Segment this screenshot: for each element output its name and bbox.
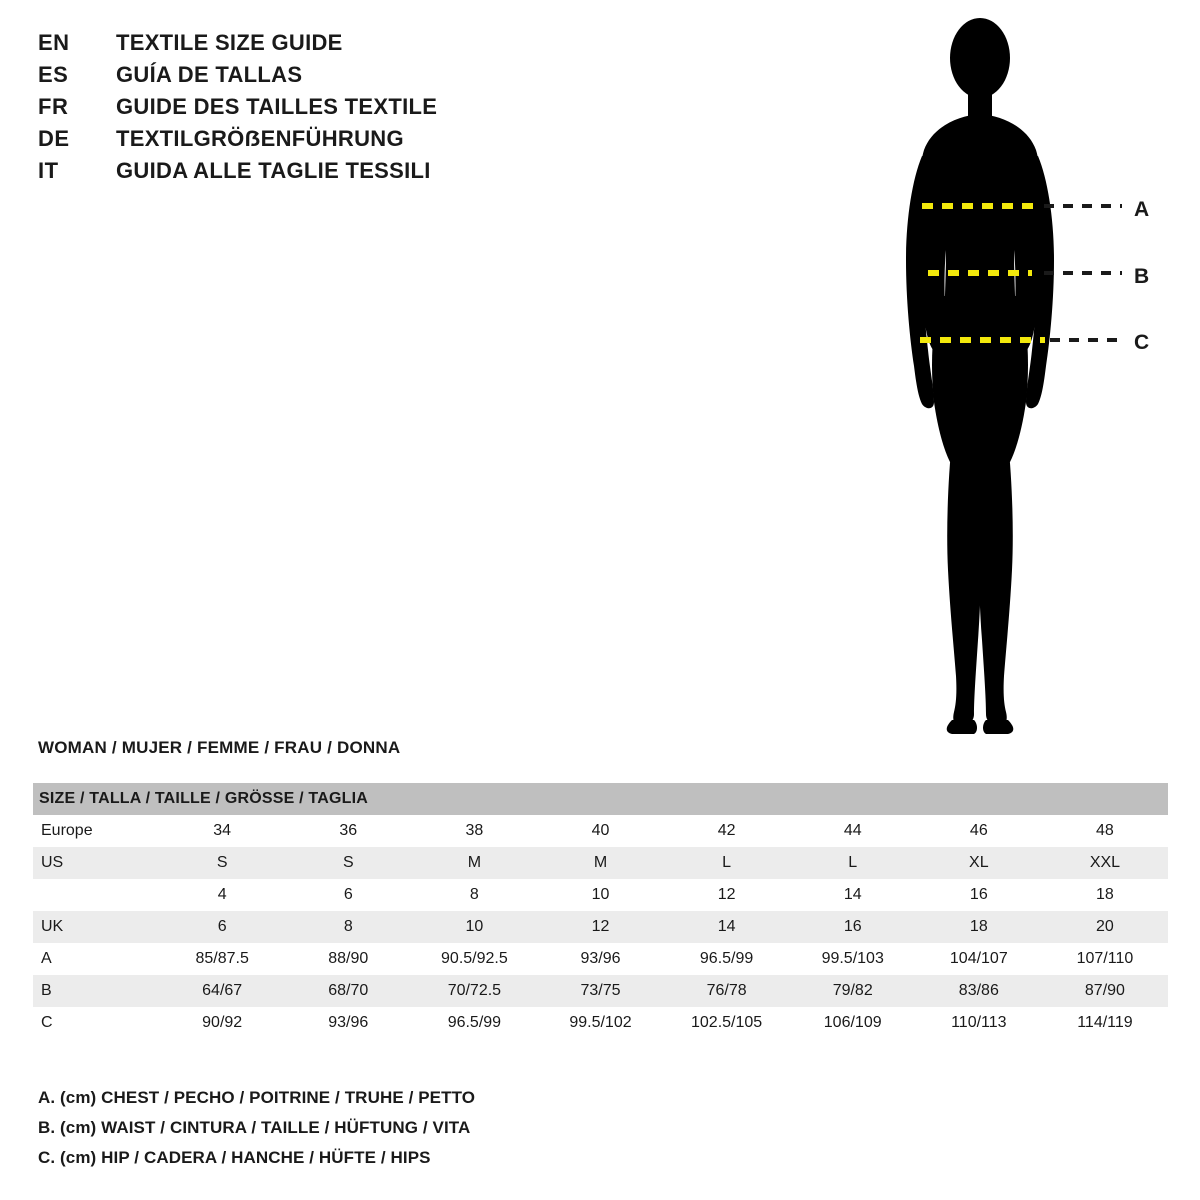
table-row [33,847,1168,879]
language-code-fr: FR [38,94,69,119]
cell-us-6: XL [916,847,1042,879]
cell-b-7: 87/90 [1042,975,1168,1007]
language-row-fr [38,94,658,126]
cell-europe-0: 34 [159,815,285,847]
measurement-figure [860,10,1190,750]
cell-c-5: 106/109 [790,1007,916,1039]
table-row [33,911,1168,943]
cell-us-4: L [664,847,790,879]
cell-a-5: 99.5/103 [790,943,916,975]
cell-europe-5: 44 [790,815,916,847]
note-chest: A. (cm) CHEST / PECHO / POITRINE / TRUHE / PETTO [38,1088,476,1107]
table-row [33,879,1168,911]
cell-europe-4: 42 [664,815,790,847]
row-label-uk: UK [33,911,159,943]
cell-usnum-0: 4 [159,879,285,911]
language-title-it: GUIDA ALLE TAGLIE TESSILI [116,158,431,183]
cell-usnum-4: 12 [664,879,790,911]
cell-europe-1: 36 [285,815,411,847]
language-code-it: IT [38,158,59,183]
cell-a-3: 93/96 [537,943,663,975]
cell-uk-6: 18 [916,911,1042,943]
language-title-fr: GUIDE DES TAILLES TEXTILE [116,94,438,119]
language-row-en [38,30,658,62]
cell-b-1: 68/70 [285,975,411,1007]
row-label-b: B [33,975,159,1007]
cell-a-6: 104/107 [916,943,1042,975]
cell-b-5: 79/82 [790,975,916,1007]
section-label-woman: WOMAN / MUJER / FEMME / FRAU / DONNA [38,738,401,757]
cell-us-5: L [790,847,916,879]
language-title-en: TEXTILE SIZE GUIDE [116,30,343,55]
row-label-a: A [33,943,159,975]
cell-uk-2: 10 [411,911,537,943]
row-label-europe: Europe [33,815,159,847]
cell-us-1: S [285,847,411,879]
cell-usnum-2: 8 [411,879,537,911]
cell-c-3: 99.5/102 [537,1007,663,1039]
cell-b-2: 70/72.5 [411,975,537,1007]
table-row [33,815,1168,847]
table-header-row [33,783,1168,815]
cell-europe-7: 48 [1042,815,1168,847]
measure-label-b: B [1134,265,1150,288]
cell-c-1: 93/96 [285,1007,411,1039]
measurement-notes [38,1088,475,1178]
cell-b-4: 76/78 [664,975,790,1007]
table-row [33,1007,1168,1039]
language-title-block [38,30,658,190]
cell-b-3: 73/75 [537,975,663,1007]
language-row-it [38,158,658,190]
row-label-us: US [33,847,159,879]
table-row [33,975,1168,1007]
cell-us-3: M [537,847,663,879]
language-row-de [38,126,658,158]
cell-a-7: 107/110 [1042,943,1168,975]
cell-c-4: 102.5/105 [664,1007,790,1039]
language-code-en: EN [38,30,70,55]
cell-uk-7: 20 [1042,911,1168,943]
cell-c-7: 114/119 [1042,1007,1168,1039]
cell-usnum-1: 6 [285,879,411,911]
cell-uk-4: 14 [664,911,790,943]
cell-usnum-3: 10 [537,879,663,911]
note-hip: C. (cm) HIP / CADERA / HANCHE / HÜFTE / HIPS [38,1148,431,1167]
note-waist: B. (cm) WAIST / CINTURA / TAILLE / HÜFTUNG / VITA [38,1118,471,1137]
language-title-de: TEXTILGRÖẞENFÜHRUNG [116,126,404,151]
cell-c-2: 96.5/99 [411,1007,537,1039]
cell-uk-5: 16 [790,911,916,943]
cell-europe-3: 40 [537,815,663,847]
row-label-us-numeric [33,879,159,911]
table-row [33,943,1168,975]
female-silhouette-icon [860,10,1190,750]
cell-a-4: 96.5/99 [664,943,790,975]
cell-europe-2: 38 [411,815,537,847]
cell-us-2: M [411,847,537,879]
language-title-es: GUÍA DE TALLAS [116,62,303,87]
cell-usnum-6: 16 [916,879,1042,911]
table-header-cell: SIZE / TALLA / TAILLE / GRÖSSE / TAGLIA [33,783,1168,815]
language-code-es: ES [38,62,69,87]
language-code-de: DE [38,126,70,151]
cell-europe-6: 46 [916,815,1042,847]
cell-us-0: S [159,847,285,879]
measure-label-a: A [1134,198,1150,221]
cell-c-0: 90/92 [159,1007,285,1039]
row-label-c: C [33,1007,159,1039]
measure-label-c: C [1134,331,1150,354]
cell-us-7: XXL [1042,847,1168,879]
size-table [33,783,1168,1039]
cell-a-1: 88/90 [285,943,411,975]
cell-a-0: 85/87.5 [159,943,285,975]
cell-a-2: 90.5/92.5 [411,943,537,975]
cell-b-0: 64/67 [159,975,285,1007]
cell-b-6: 83/86 [916,975,1042,1007]
language-row-es [38,62,658,94]
cell-usnum-5: 14 [790,879,916,911]
cell-uk-0: 6 [159,911,285,943]
cell-uk-1: 8 [285,911,411,943]
cell-c-6: 110/113 [916,1007,1042,1039]
cell-uk-3: 12 [537,911,663,943]
cell-usnum-7: 18 [1042,879,1168,911]
